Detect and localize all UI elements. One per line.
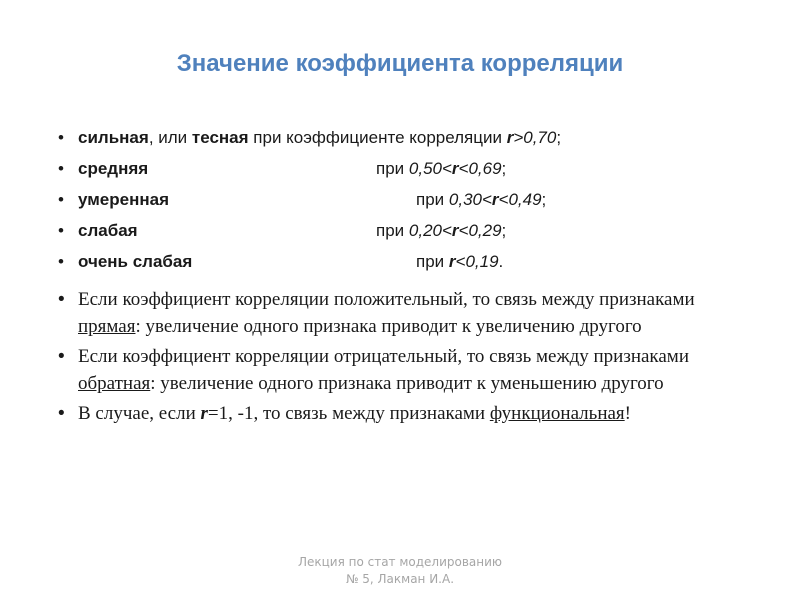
strength-name: слабая xyxy=(78,221,138,240)
slide-footer xyxy=(0,554,800,588)
strength-name-alt: тесная xyxy=(191,128,249,147)
slide-title: Значение коэффициента корреляции xyxy=(176,50,624,77)
condition-lower: 0,30< xyxy=(448,190,492,209)
end-punct: ; xyxy=(501,221,507,240)
keyword-functional: функциональная xyxy=(489,403,625,424)
end-punct: ; xyxy=(556,128,562,147)
item-text-middle: =1, -1, то связь между признаками xyxy=(207,403,490,424)
condition-upper: <0,49 xyxy=(498,190,542,209)
r-symbol: r xyxy=(506,128,514,147)
condition-lower: 0,20< xyxy=(408,221,452,240)
item-text: Если коэффициент корреляции положительный, то связь между признаками xyxy=(78,289,695,310)
r-symbol: r xyxy=(200,403,208,424)
strength-item-weak xyxy=(58,221,758,241)
condition xyxy=(376,221,506,241)
correlation-strength-list xyxy=(58,128,758,283)
condition-upper: <0,69 xyxy=(458,159,502,178)
functional-correlation-item xyxy=(58,401,758,428)
keyword-direct: прямая xyxy=(78,315,136,337)
end-punct: . xyxy=(498,252,504,271)
r-symbol: r xyxy=(451,221,459,240)
strength-name: умеренная xyxy=(78,190,170,209)
strength-name: сильная xyxy=(78,128,149,147)
condition-prefix: при xyxy=(376,221,409,240)
r-symbol: r xyxy=(451,159,459,178)
strength-name: средняя xyxy=(78,159,149,178)
strength-item-very-weak xyxy=(58,252,758,272)
condition-lower: 0,50< xyxy=(408,159,452,178)
r-symbol: r xyxy=(491,190,499,209)
end-punct: ; xyxy=(541,190,547,209)
item-text: В случае, если xyxy=(78,403,201,424)
strength-item-moderate xyxy=(58,190,758,210)
condition xyxy=(416,252,503,272)
end-punct: ! xyxy=(624,403,631,424)
correlation-sign-list xyxy=(58,287,758,432)
footer-line-2: № 5, Лакман И.А. xyxy=(345,572,455,586)
negative-correlation-item xyxy=(58,344,758,397)
condition-prefix: при xyxy=(376,159,409,178)
strength-name: очень слабая xyxy=(78,252,193,271)
footer-line-1: Лекция по стат моделированию xyxy=(297,555,503,569)
condition xyxy=(376,159,506,179)
strength-item-medium xyxy=(58,159,758,179)
item-text: Если коэффициент корреляции отрицательный, то связь между признаками xyxy=(78,346,689,367)
keyword-inverse: обратная xyxy=(78,372,151,394)
condition-text: при коэффициенте корреляции xyxy=(248,128,507,147)
end-punct: ; xyxy=(501,159,507,178)
condition-upper: <0,29 xyxy=(458,221,502,240)
condition-upper: <0,19 xyxy=(455,252,499,271)
connector-text: , или xyxy=(148,128,192,147)
condition-prefix: при xyxy=(416,252,449,271)
item-text-tail: : увеличение одного признака приводит к увеличению другого xyxy=(135,315,642,337)
condition xyxy=(416,190,546,210)
positive-correlation-item xyxy=(58,287,758,340)
strength-item-strong xyxy=(58,128,758,148)
item-text-tail: : увеличение одного признака приводит к уменьшению другого xyxy=(150,372,664,394)
r-symbol: r xyxy=(448,252,456,271)
condition-value: >0,70 xyxy=(513,128,557,147)
condition-prefix: при xyxy=(416,190,449,209)
